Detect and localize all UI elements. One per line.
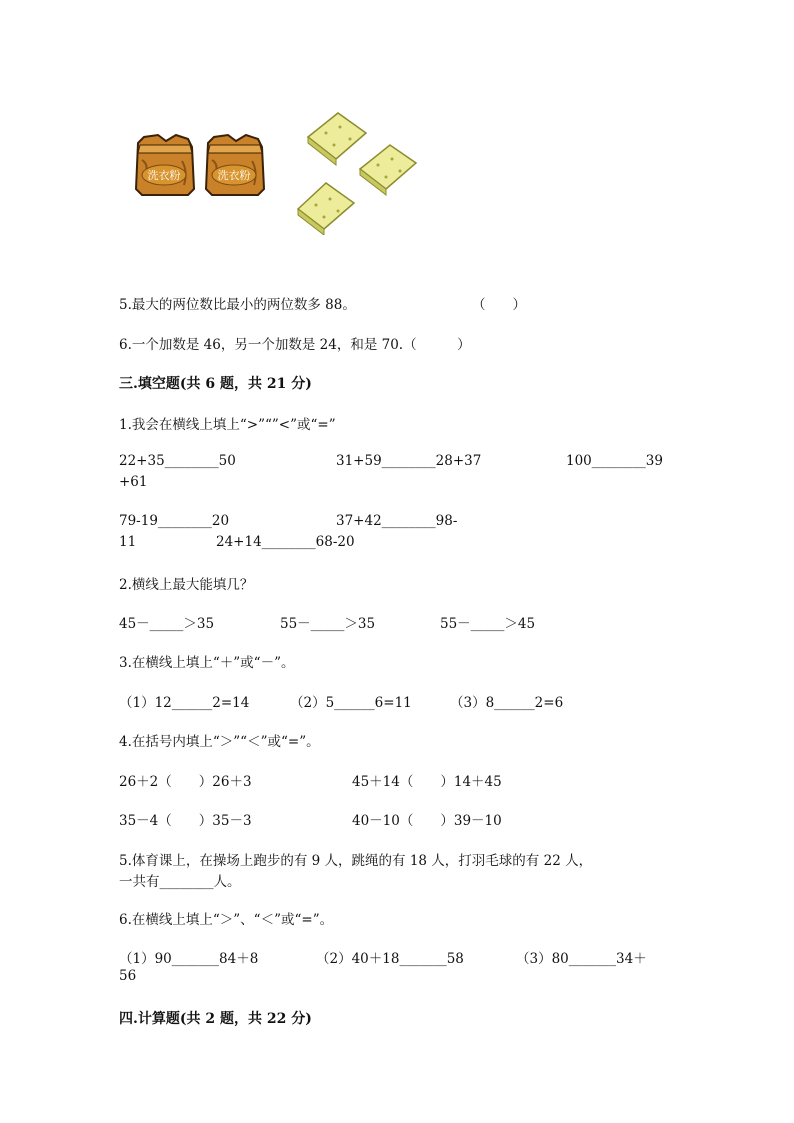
fill-q1-item-e: 37+42________98-: [336, 513, 458, 529]
fill-q3-item-a: （1）12______2=14: [119, 695, 250, 711]
fill-q1-item-c-continued: +61: [119, 474, 148, 490]
fill-q4-item-d: 40－10（ ）39－10: [352, 813, 502, 829]
fill-q1-prompt: 1.我会在横线上填上“>”“”<”或“=”: [119, 417, 336, 433]
fill-q6-prompt: 6.在横线上填上“＞”、“＜”或“=”。: [119, 912, 334, 928]
detergent-bag-icon: [206, 135, 264, 195]
fill-q2-item-c: 55－_____＞45: [440, 616, 536, 632]
fill-q1-item-b: 31+59________28+37: [336, 453, 482, 469]
fill-q4-item-a: 26＋2（ ）26＋3: [119, 774, 252, 790]
fill-q6-item-a: （1）90_______84＋8: [119, 951, 259, 967]
judge-question-5: 5.最大的两位数比最小的两位数多 88。: [119, 297, 356, 313]
fill-q3-prompt: 3.在横线上填上“＋”或“－”。: [119, 655, 295, 671]
section-3-title: 三.填空题(共 6 题，共 21 分): [119, 376, 312, 392]
detergent-and-soap-illustration: [130, 105, 430, 235]
fill-q4-item-b: 45＋14（ ）14＋45: [352, 774, 502, 790]
fill-q5-line-2: 一共有________人。: [119, 874, 241, 890]
fill-q6-item-c: （3）80_______34＋: [516, 951, 647, 967]
soap-bar-icon: [308, 113, 366, 165]
fill-q1-item-c: 100________39: [566, 453, 663, 469]
fill-q2-item-a: 45－_____＞35: [119, 616, 215, 632]
fill-q2-prompt: 2.横线上最大能填几？: [119, 577, 254, 593]
detergent-bag-icon: [136, 135, 194, 195]
fill-q1-item-d: 79-19________20: [119, 513, 230, 529]
fill-q1-item-a: 22+35________50: [119, 453, 236, 469]
judge-question-5-answer-paren[interactable]: （ ）: [472, 297, 526, 313]
fill-q4-item-c: 35－4（ ）35－3: [119, 813, 252, 829]
fill-q4-prompt: 4.在括号内填上“＞”“＜”或“=”。: [119, 734, 320, 750]
bag-label-1: 洗衣粉: [147, 169, 181, 182]
fill-q3-item-b: （2）5______6=11: [290, 695, 412, 711]
bag-label-2: 洗衣粉: [217, 169, 251, 182]
fill-q2-item-b: 55－_____＞35: [280, 616, 376, 632]
fill-q1-item-f: 24+14________68-20: [216, 534, 355, 550]
fill-q6-item-b: （2）40＋18_______58: [316, 951, 464, 967]
fill-q6-item-c-continued: 56: [119, 968, 137, 984]
judge-question-6: 6.一个加数是 46，另一个加数是 24，和是 70.（ ）: [119, 337, 471, 353]
section-4-title: 四.计算题(共 2 题，共 22 分): [119, 1011, 312, 1027]
fill-q3-item-c: （3）8______2=6: [450, 695, 564, 711]
soap-bar-icon: [360, 145, 416, 195]
soap-bar-icon: [298, 183, 354, 235]
fill-q5-line-1: 5.体育课上，在操场上跑步的有 9 人，跳绳的有 18 人，打羽毛球的有 22 人，: [119, 853, 593, 869]
fill-q1-item-e-continued: 11: [119, 534, 137, 550]
